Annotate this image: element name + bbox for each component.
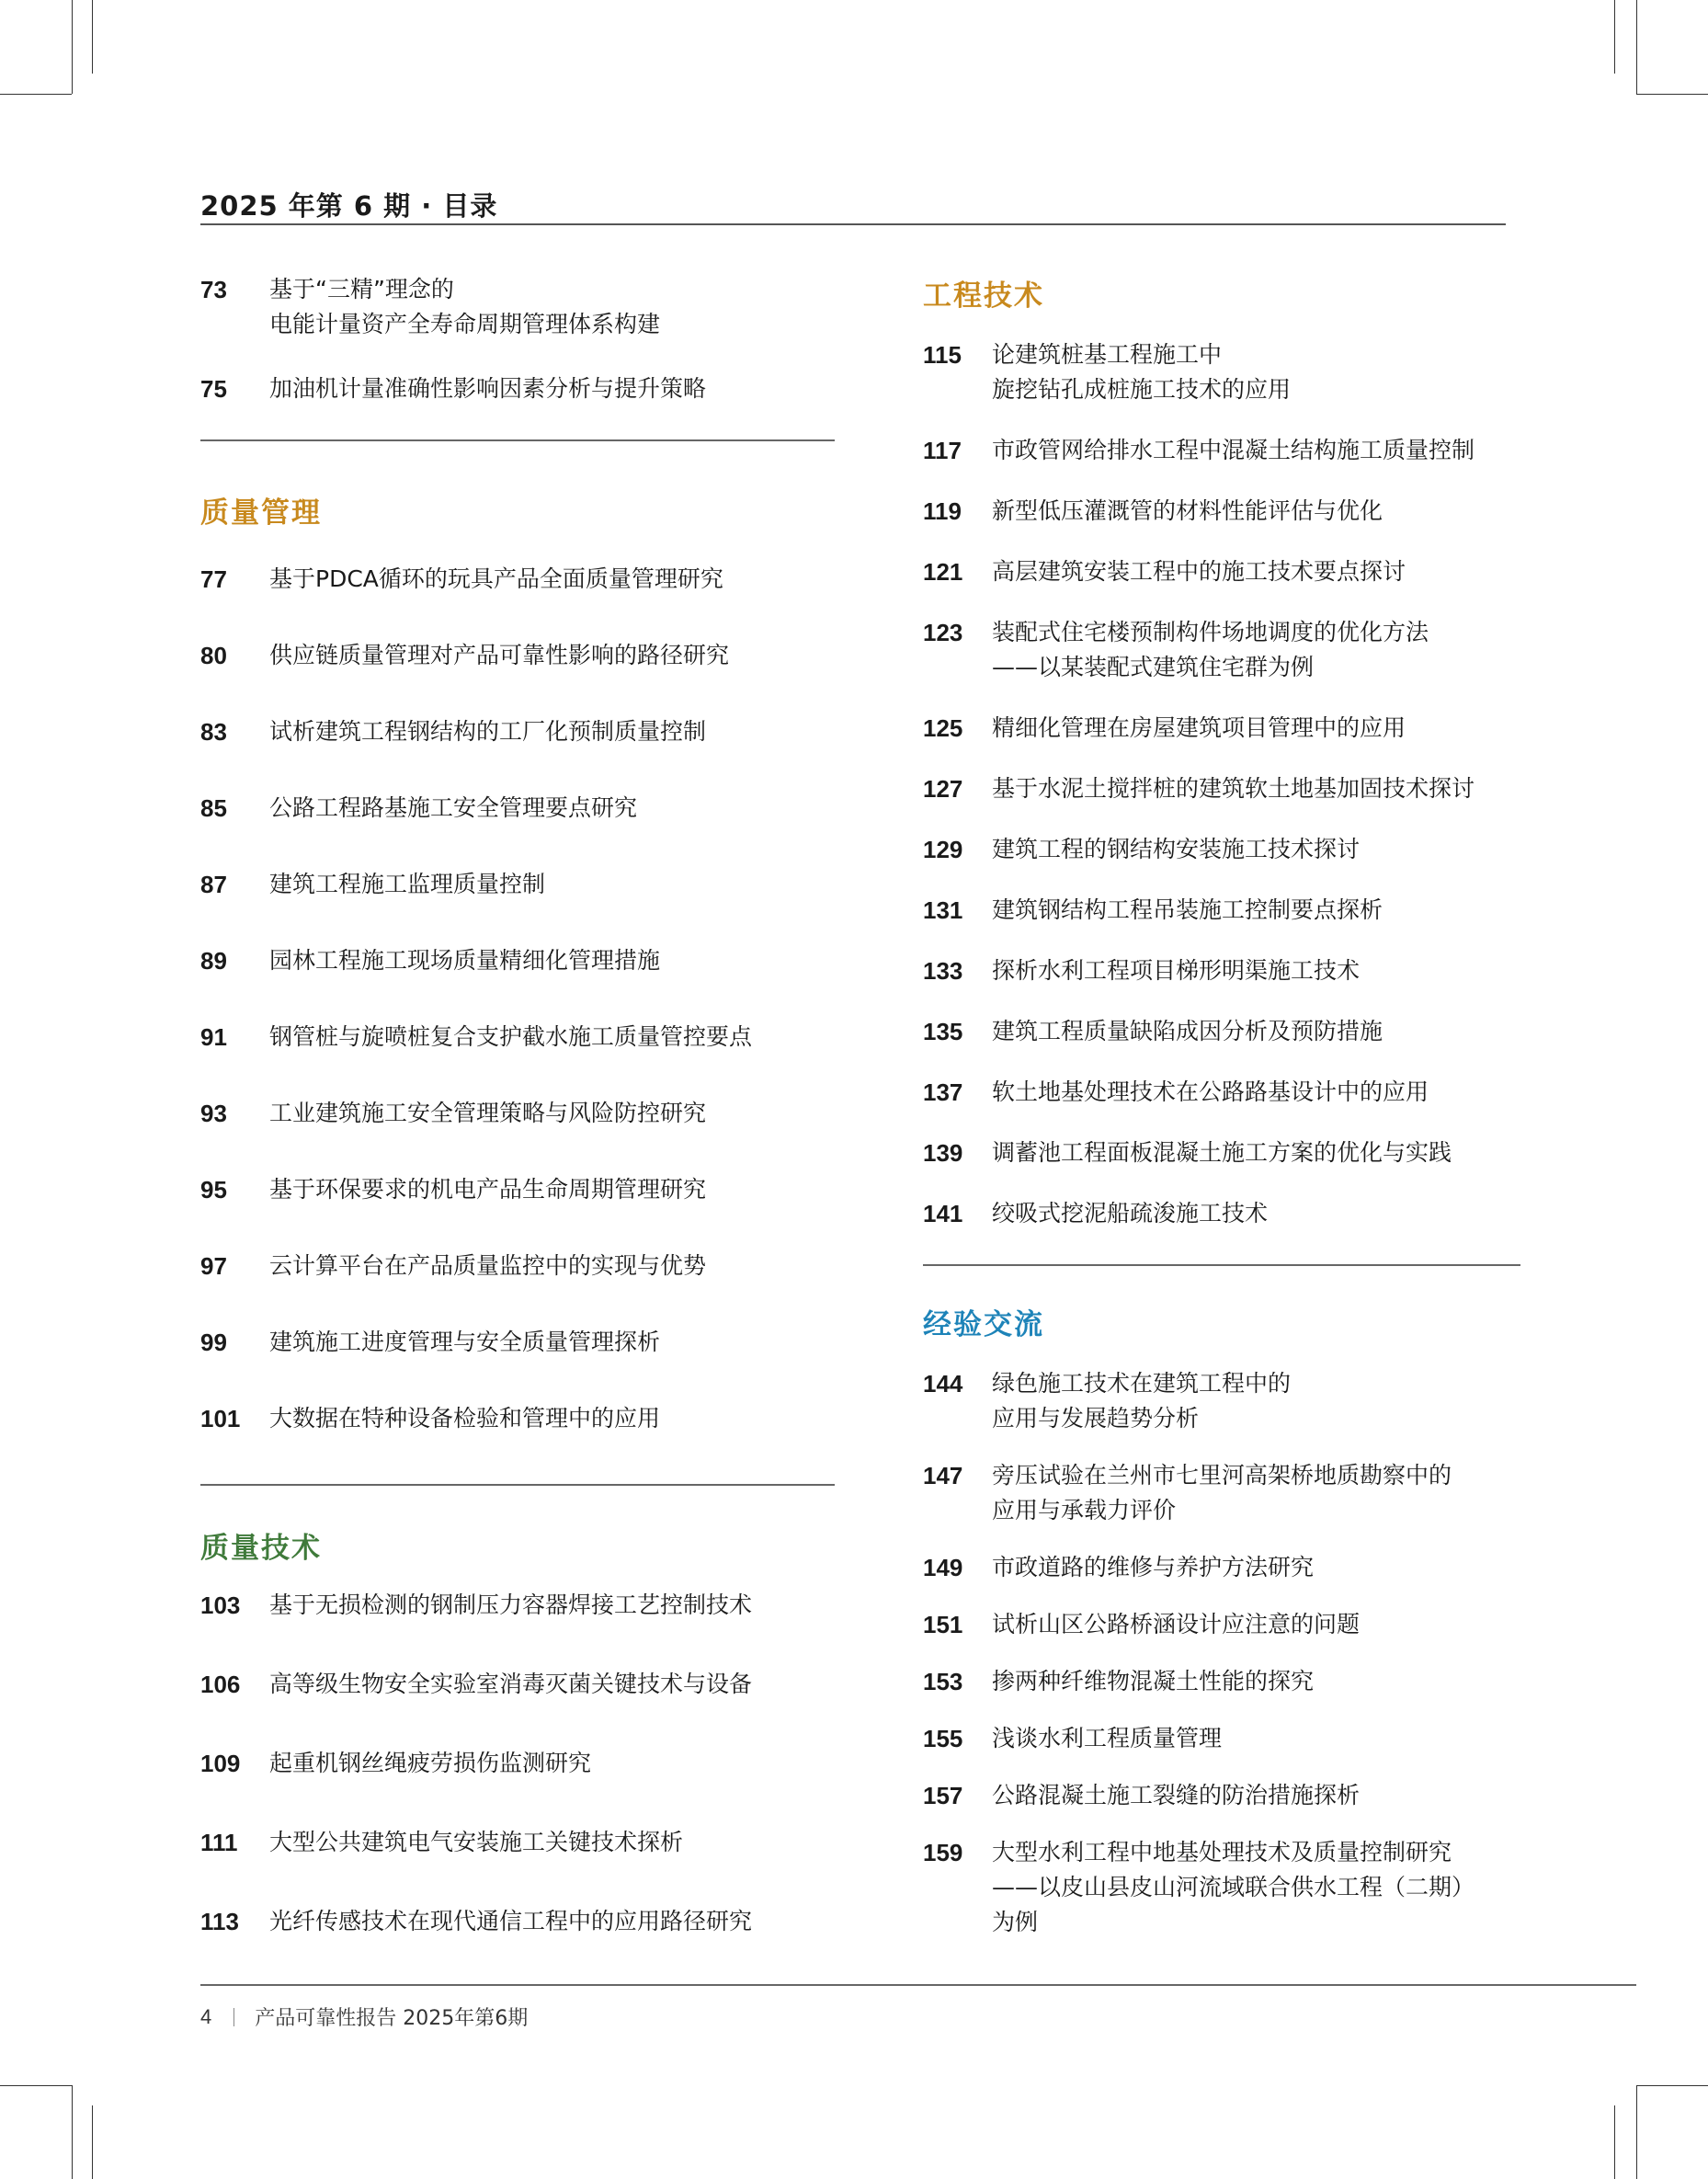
toc-article-title xyxy=(992,1778,1360,1813)
toc-page-number: 121 xyxy=(923,558,963,586)
toc-page-number: 103 xyxy=(200,1591,241,1619)
toc-engineering-list xyxy=(923,337,1520,1231)
toc-page-number: 83 xyxy=(200,718,227,746)
toc-title-line: 旁压试验在兰州市七里河高架桥地质勘察中的 xyxy=(992,1462,1452,1489)
toc-title-line: 软土地基处理技术在公路路基设计中的应用 xyxy=(992,1078,1429,1105)
toc-title-line: 建筑钢结构工程吊装施工控制要点探析 xyxy=(992,896,1383,923)
crop-mark xyxy=(92,2105,93,2179)
toc-article-title xyxy=(269,1249,706,1283)
toc-page-number: 85 xyxy=(200,794,227,822)
toc-entry[interactable] xyxy=(923,1135,1520,1170)
toc-entry[interactable] xyxy=(923,1778,1520,1813)
toc-title-line: 调蓄池工程面板混凝土施工方案的优化与实践 xyxy=(992,1139,1452,1166)
crop-mark xyxy=(1636,2085,1708,2086)
crop-mark xyxy=(1636,2085,1637,2179)
toc-entry[interactable] xyxy=(200,272,835,342)
toc-article-title xyxy=(269,1325,660,1360)
toc-entry[interactable] xyxy=(923,832,1520,867)
toc-title-line: 加油机计量准确性影响因素分析与提升策略 xyxy=(269,375,707,402)
toc-quality-technology-list xyxy=(200,1588,835,1939)
toc-title-line: 市政管网给排水工程中混凝土结构施工质量控制 xyxy=(992,437,1475,463)
toc-page-number: 131 xyxy=(923,896,963,924)
toc-page-number: 106 xyxy=(200,1671,241,1698)
toc-entry[interactable] xyxy=(200,1401,835,1436)
toc-title-line: 探析水利工程项目梯形明渠施工技术 xyxy=(992,957,1361,984)
toc-entry[interactable] xyxy=(200,1667,835,1702)
toc-article-title xyxy=(269,1401,660,1436)
footer-divider xyxy=(200,1984,1636,1986)
toc-article-title xyxy=(992,1075,1429,1110)
toc-page-number: 139 xyxy=(923,1139,963,1167)
toc-title-line: 高等级生物安全实验室消毒灭菌关键技术与设备 xyxy=(269,1671,753,1697)
toc-article-title xyxy=(269,867,545,902)
section-divider xyxy=(200,439,835,441)
toc-entry[interactable] xyxy=(923,554,1520,589)
toc-article-title xyxy=(992,832,1360,867)
crop-mark xyxy=(0,2085,72,2086)
page-footer xyxy=(200,2002,528,2031)
crop-mark xyxy=(0,94,72,95)
toc-page-number: 109 xyxy=(200,1750,241,1777)
toc-page-number: 91 xyxy=(200,1023,227,1051)
toc-title-line: 浅谈水利工程质量管理 xyxy=(992,1725,1223,1751)
toc-title-line: 建筑工程施工监理质量控制 xyxy=(269,871,546,897)
toc-page-number: 111 xyxy=(200,1829,238,1856)
toc-entry[interactable] xyxy=(923,494,1520,529)
toc-article-title xyxy=(992,771,1475,806)
toc-experience-list xyxy=(923,1366,1520,1940)
toc-page-number: 97 xyxy=(200,1252,227,1280)
toc-page-number: 113 xyxy=(200,1908,239,1935)
toc-page-number: 153 xyxy=(923,1668,963,1695)
section-title-quality-management: 质量管理 xyxy=(200,496,322,530)
toc-page-number: 137 xyxy=(923,1078,963,1106)
crop-mark xyxy=(1636,94,1708,95)
crop-mark xyxy=(72,0,73,94)
toc-title-line: 光纤传感技术在现代通信工程中的应用路径研究 xyxy=(269,1908,753,1934)
toc-entry[interactable] xyxy=(200,1904,835,1939)
toc-title-line: 建筑工程的钢结构安装施工技术探讨 xyxy=(992,836,1361,862)
toc-title-line: 应用与发展趋势分析 xyxy=(992,1405,1200,1432)
toc-page-number: 144 xyxy=(923,1370,963,1398)
toc-article-title xyxy=(269,1825,683,1860)
toc-title-line: 供应链质量管理对产品可靠性影响的路径研究 xyxy=(269,642,730,668)
toc-article-title xyxy=(269,1667,752,1702)
toc-entry[interactable] xyxy=(200,1588,835,1623)
toc-title-line: 基于无损检测的钢制压力容器焊接工艺控制技术 xyxy=(269,1591,753,1618)
toc-entry[interactable] xyxy=(923,1075,1520,1110)
toc-entry[interactable] xyxy=(200,1096,835,1131)
toc-title-line: 大型水利工程中地基处理技术及质量控制研究 xyxy=(992,1839,1452,1865)
toc-title-line: 基于“三精”理念的 xyxy=(269,276,454,302)
toc-article-title xyxy=(269,791,637,826)
toc-title-line: 试析山区公路桥涵设计应注意的问题 xyxy=(992,1611,1361,1637)
toc-article-title xyxy=(992,1721,1222,1756)
toc-entry[interactable] xyxy=(200,1020,835,1055)
toc-article-title xyxy=(269,714,706,749)
toc-article-title xyxy=(269,371,706,406)
toc-title-line: 基于水泥土搅拌桩的建筑软土地基加固技术探讨 xyxy=(992,775,1475,802)
page-title: 2025 年第 6 期 · 目录 xyxy=(200,190,498,222)
toc-article-title xyxy=(992,711,1406,746)
toc-title-line: 试析建筑工程钢结构的工厂化预制质量控制 xyxy=(269,718,707,745)
toc-page-number: 133 xyxy=(923,957,963,985)
toc-entry[interactable] xyxy=(923,1196,1520,1231)
toc-article-title xyxy=(269,943,660,978)
toc-title-line: 大型公共建筑电气安装施工关键技术探析 xyxy=(269,1829,684,1855)
toc-entry[interactable] xyxy=(923,711,1520,746)
toc-title-line: 建筑施工进度管理与安全质量管理探析 xyxy=(269,1329,661,1355)
toc-left-column xyxy=(200,272,835,1939)
toc-title-line: 为例 xyxy=(992,1909,1039,1935)
toc-entry[interactable] xyxy=(923,953,1520,988)
toc-page-number: 101 xyxy=(200,1405,241,1432)
toc-article-title xyxy=(269,1588,752,1623)
toc-intro-list xyxy=(200,272,835,406)
toc-page-number: 129 xyxy=(923,836,963,863)
toc-article-title xyxy=(992,953,1360,988)
toc-article-title xyxy=(992,1196,1268,1231)
toc-page-number: 135 xyxy=(923,1018,963,1045)
toc-article-title xyxy=(269,1096,706,1131)
toc-title-line: 钢管桩与旋喷桩复合支护截水施工质量管控要点 xyxy=(269,1023,753,1050)
section-title-engineering-technology: 工程技术 xyxy=(923,280,1044,313)
toc-entry[interactable] xyxy=(923,337,1520,407)
toc-page-number: 77 xyxy=(200,565,227,593)
toc-entry[interactable] xyxy=(200,1249,835,1283)
toc-entry[interactable] xyxy=(923,1014,1520,1049)
toc-title-line: 绿色施工技术在建筑工程中的 xyxy=(992,1370,1292,1397)
toc-title-line: 基于环保要求的机电产品生命周期管理研究 xyxy=(269,1176,707,1203)
toc-title-line: 市政道路的维修与养护方法研究 xyxy=(992,1554,1315,1580)
toc-article-title xyxy=(992,1550,1314,1585)
toc-entry[interactable] xyxy=(200,1825,835,1860)
toc-article-title xyxy=(992,893,1383,928)
crop-mark xyxy=(1614,2105,1615,2179)
toc-title-line: 建筑工程质量缺陷成因分析及预防措施 xyxy=(992,1018,1383,1044)
toc-article-title xyxy=(992,337,1291,407)
toc-entry[interactable] xyxy=(923,433,1520,468)
toc-page-number: 117 xyxy=(923,437,962,464)
toc-page-number: 99 xyxy=(200,1329,227,1356)
toc-entry[interactable] xyxy=(923,1550,1520,1585)
footer-separator xyxy=(233,2008,234,2026)
toc-entry[interactable] xyxy=(200,791,835,826)
toc-entry[interactable] xyxy=(200,1172,835,1207)
toc-page-number: 73 xyxy=(200,276,227,303)
toc-article-title xyxy=(269,562,723,597)
crop-mark xyxy=(1614,0,1615,74)
toc-title-line: 基于PDCA循环的玩具产品全面质量管理研究 xyxy=(269,565,723,592)
toc-right-column xyxy=(923,272,1520,1940)
toc-article-title xyxy=(992,1458,1452,1528)
toc-article-title xyxy=(992,615,1429,685)
crop-mark xyxy=(1636,0,1637,94)
toc-article-title xyxy=(992,494,1383,529)
journal-name: 产品可靠性报告 2025年第6期 xyxy=(255,2007,529,2030)
toc-article-title xyxy=(269,1020,752,1055)
toc-article-title xyxy=(992,1366,1291,1436)
toc-title-line: 电能计量资产全寿命周期管理体系构建 xyxy=(269,311,661,337)
toc-title-line: 论建筑桩基工程施工中 xyxy=(992,341,1223,368)
toc-article-title xyxy=(269,1172,706,1207)
toc-entry[interactable] xyxy=(923,893,1520,928)
toc-page-number: 123 xyxy=(923,619,963,646)
header-divider xyxy=(200,223,1506,225)
toc-entry[interactable] xyxy=(200,943,835,978)
toc-page-number: 151 xyxy=(923,1611,963,1638)
toc-title-line: 掺两种纤维物混凝土性能的探究 xyxy=(992,1668,1315,1694)
toc-page-number: 157 xyxy=(923,1782,963,1809)
toc-page-number: 149 xyxy=(923,1554,963,1581)
toc-article-title xyxy=(992,1664,1314,1699)
toc-title-line: 公路工程路基施工安全管理要点研究 xyxy=(269,794,638,821)
toc-title-line: 起重机钢丝绳疲劳损伤监测研究 xyxy=(269,1750,592,1776)
toc-page-number: 115 xyxy=(923,341,962,369)
toc-article-title xyxy=(992,1607,1360,1642)
toc-entry[interactable] xyxy=(923,1366,1520,1436)
toc-title-line: 公路混凝土施工裂缝的防治措施探析 xyxy=(992,1782,1361,1808)
toc-title-line: 新型低压灌溉管的材料性能评估与优化 xyxy=(992,497,1383,524)
toc-entry[interactable] xyxy=(923,1664,1520,1699)
toc-title-line: 精细化管理在房屋建筑项目管理中的应用 xyxy=(992,714,1406,741)
toc-title-line: 工业建筑施工安全管理策略与风险防控研究 xyxy=(269,1100,707,1126)
toc-title-line: 绞吸式挖泥船疏浚施工技术 xyxy=(992,1200,1269,1226)
toc-title-line: 大数据在特种设备检验和管理中的应用 xyxy=(269,1405,661,1432)
toc-title-line: 云计算平台在产品质量监控中的实现与优势 xyxy=(269,1252,707,1279)
toc-article-title xyxy=(992,1014,1383,1049)
toc-page-number: 80 xyxy=(200,642,227,669)
toc-entry[interactable] xyxy=(200,714,835,749)
toc-page-number: 87 xyxy=(200,871,227,898)
toc-title-line: 旋挖钻孔成桩施工技术的应用 xyxy=(992,376,1292,403)
toc-title-line: ——以皮山县皮山河流域联合供水工程（二期） xyxy=(992,1874,1475,1900)
crop-mark xyxy=(72,2085,73,2179)
toc-page-number: 141 xyxy=(923,1200,963,1227)
toc-entry[interactable] xyxy=(200,638,835,673)
section-title-experience-exchange: 经验交流 xyxy=(923,1308,1044,1341)
toc-title-line: 应用与承载力评价 xyxy=(992,1497,1177,1523)
toc-page-number: 125 xyxy=(923,714,963,742)
crop-mark xyxy=(92,0,93,74)
toc-page-number: 75 xyxy=(200,375,227,403)
toc-article-title xyxy=(992,1135,1452,1170)
toc-page-number: 147 xyxy=(923,1462,963,1489)
section-divider xyxy=(923,1264,1520,1266)
toc-entry[interactable] xyxy=(923,615,1520,685)
page-number: 4 xyxy=(200,2004,212,2028)
toc-quality-management-list xyxy=(200,562,835,1436)
toc-entry[interactable] xyxy=(923,1458,1520,1528)
toc-article-title xyxy=(269,272,660,342)
toc-entry[interactable] xyxy=(200,371,835,406)
toc-article-title xyxy=(269,638,729,673)
toc-article-title xyxy=(992,554,1406,589)
toc-page-number: 155 xyxy=(923,1725,963,1752)
toc-article-title xyxy=(992,1835,1475,1940)
toc-title-line: 装配式住宅楼预制构件场地调度的优化方法 xyxy=(992,619,1429,645)
toc-page-number: 95 xyxy=(200,1176,227,1204)
toc-entry[interactable] xyxy=(923,1835,1520,1940)
toc-article-title xyxy=(269,1904,752,1939)
toc-entry[interactable] xyxy=(923,1721,1520,1756)
toc-entry[interactable] xyxy=(200,1325,835,1360)
toc-page-number: 93 xyxy=(200,1100,227,1127)
toc-title-line: 园林工程施工现场质量精细化管理措施 xyxy=(269,947,661,974)
section-title-quality-technology: 质量技术 xyxy=(200,1532,322,1565)
toc-entry[interactable] xyxy=(200,1746,835,1781)
toc-article-title xyxy=(992,433,1475,468)
toc-entry[interactable] xyxy=(923,771,1520,806)
toc-entry[interactable] xyxy=(200,562,835,597)
toc-page-number: 159 xyxy=(923,1839,963,1866)
toc-page-number: 119 xyxy=(923,497,962,525)
toc-entry[interactable] xyxy=(923,1607,1520,1642)
toc-title-line: ——以某装配式建筑住宅群为例 xyxy=(992,654,1315,680)
section-divider xyxy=(200,1484,835,1486)
toc-article-title xyxy=(269,1746,591,1781)
toc-page-number: 127 xyxy=(923,775,963,803)
toc-entry[interactable] xyxy=(200,867,835,902)
toc-title-line: 高层建筑安装工程中的施工技术要点探讨 xyxy=(992,558,1406,585)
toc-page-number: 89 xyxy=(200,947,227,975)
